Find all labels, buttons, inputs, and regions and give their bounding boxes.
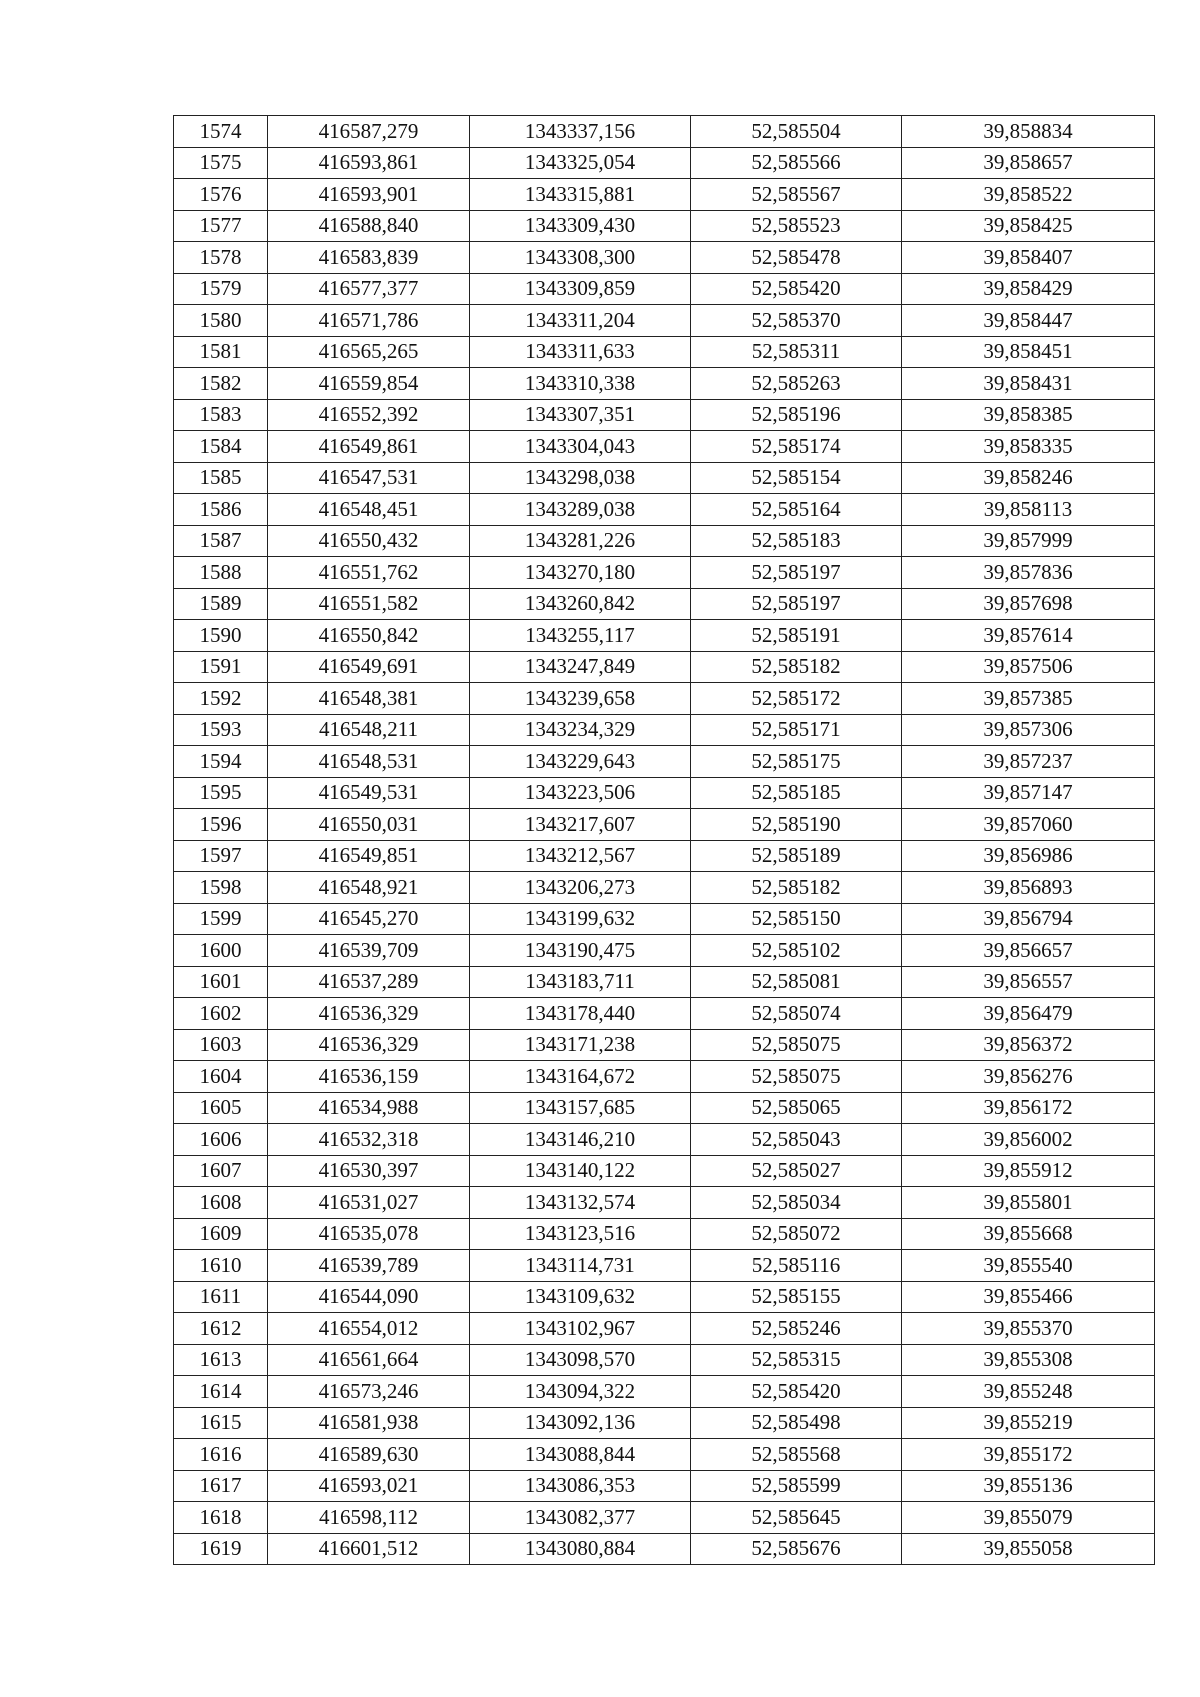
table-row — [174, 746, 1155, 778]
latitude-cell: 52,585645 — [691, 1502, 902, 1534]
x-coordinate-cell: 416539,709 — [268, 935, 470, 967]
x-coordinate-cell: 416565,265 — [268, 336, 470, 368]
x-coordinate-cell: 416536,329 — [268, 998, 470, 1030]
point-number-cell: 1619 — [174, 1533, 268, 1565]
latitude-cell: 52,585075 — [691, 1061, 902, 1093]
x-coordinate-cell: 416547,531 — [268, 462, 470, 494]
longitude-cell: 39,858522 — [902, 179, 1155, 211]
y-coordinate-cell: 1343311,204 — [470, 305, 691, 337]
y-coordinate-cell: 1343080,884 — [470, 1533, 691, 1565]
table-row — [174, 525, 1155, 557]
longitude-cell: 39,856372 — [902, 1029, 1155, 1061]
y-coordinate-cell: 1343217,607 — [470, 809, 691, 841]
table-row — [174, 1502, 1155, 1534]
latitude-cell: 52,585183 — [691, 525, 902, 557]
y-coordinate-cell: 1343199,632 — [470, 903, 691, 935]
point-number-cell: 1590 — [174, 620, 268, 652]
x-coordinate-cell: 416548,531 — [268, 746, 470, 778]
table-row — [174, 368, 1155, 400]
point-number-cell: 1598 — [174, 872, 268, 904]
table-row — [174, 1470, 1155, 1502]
latitude-cell: 52,585150 — [691, 903, 902, 935]
longitude-cell: 39,858385 — [902, 399, 1155, 431]
longitude-cell: 39,857836 — [902, 557, 1155, 589]
latitude-cell: 52,585523 — [691, 210, 902, 242]
point-number-cell: 1606 — [174, 1124, 268, 1156]
table-row — [174, 336, 1155, 368]
x-coordinate-cell: 416581,938 — [268, 1407, 470, 1439]
point-number-cell: 1591 — [174, 651, 268, 683]
point-number-cell: 1575 — [174, 147, 268, 179]
y-coordinate-cell: 1343307,351 — [470, 399, 691, 431]
y-coordinate-cell: 1343092,136 — [470, 1407, 691, 1439]
latitude-cell: 52,585171 — [691, 714, 902, 746]
longitude-cell: 39,855219 — [902, 1407, 1155, 1439]
point-number-cell: 1605 — [174, 1092, 268, 1124]
latitude-cell: 52,585034 — [691, 1187, 902, 1219]
x-coordinate-cell: 416583,839 — [268, 242, 470, 274]
x-coordinate-cell: 416548,921 — [268, 872, 470, 904]
y-coordinate-cell: 1343270,180 — [470, 557, 691, 589]
point-number-cell: 1612 — [174, 1313, 268, 1345]
longitude-cell: 39,858447 — [902, 305, 1155, 337]
table-row — [174, 1313, 1155, 1345]
point-number-cell: 1597 — [174, 840, 268, 872]
table-row — [174, 399, 1155, 431]
table-row — [174, 494, 1155, 526]
point-number-cell: 1611 — [174, 1281, 268, 1313]
table-row — [174, 998, 1155, 1030]
y-coordinate-cell: 1343255,117 — [470, 620, 691, 652]
table-row — [174, 1407, 1155, 1439]
x-coordinate-cell: 416548,211 — [268, 714, 470, 746]
point-number-cell: 1589 — [174, 588, 268, 620]
longitude-cell: 39,858431 — [902, 368, 1155, 400]
longitude-cell: 39,855172 — [902, 1439, 1155, 1471]
y-coordinate-cell: 1343146,210 — [470, 1124, 691, 1156]
latitude-cell: 52,585027 — [691, 1155, 902, 1187]
x-coordinate-cell: 416534,988 — [268, 1092, 470, 1124]
point-number-cell: 1582 — [174, 368, 268, 400]
x-coordinate-cell: 416545,270 — [268, 903, 470, 935]
point-number-cell: 1616 — [174, 1439, 268, 1471]
table-row — [174, 651, 1155, 683]
x-coordinate-cell: 416532,318 — [268, 1124, 470, 1156]
point-number-cell: 1587 — [174, 525, 268, 557]
point-number-cell: 1608 — [174, 1187, 268, 1219]
latitude-cell: 52,585116 — [691, 1250, 902, 1282]
x-coordinate-cell: 416554,012 — [268, 1313, 470, 1345]
point-number-cell: 1588 — [174, 557, 268, 589]
point-number-cell: 1609 — [174, 1218, 268, 1250]
table-row — [174, 809, 1155, 841]
y-coordinate-cell: 1343098,570 — [470, 1344, 691, 1376]
latitude-cell: 52,585197 — [691, 588, 902, 620]
x-coordinate-cell: 416548,451 — [268, 494, 470, 526]
y-coordinate-cell: 1343088,844 — [470, 1439, 691, 1471]
latitude-cell: 52,585191 — [691, 620, 902, 652]
longitude-cell: 39,855058 — [902, 1533, 1155, 1565]
longitude-cell: 39,856002 — [902, 1124, 1155, 1156]
x-coordinate-cell: 416593,861 — [268, 147, 470, 179]
point-number-cell: 1585 — [174, 462, 268, 494]
y-coordinate-cell: 1343082,377 — [470, 1502, 691, 1534]
longitude-cell: 39,858429 — [902, 273, 1155, 305]
longitude-cell: 39,857237 — [902, 746, 1155, 778]
table-row — [174, 840, 1155, 872]
table-row — [174, 431, 1155, 463]
point-number-cell: 1581 — [174, 336, 268, 368]
y-coordinate-cell: 1343309,430 — [470, 210, 691, 242]
latitude-cell: 52,585074 — [691, 998, 902, 1030]
x-coordinate-cell: 416589,630 — [268, 1439, 470, 1471]
table-row — [174, 1029, 1155, 1061]
table-row — [174, 1344, 1155, 1376]
point-number-cell: 1602 — [174, 998, 268, 1030]
x-coordinate-cell: 416536,329 — [268, 1029, 470, 1061]
x-coordinate-cell: 416539,789 — [268, 1250, 470, 1282]
latitude-cell: 52,585102 — [691, 935, 902, 967]
coordinates-table — [173, 115, 1155, 1565]
y-coordinate-cell: 1343325,054 — [470, 147, 691, 179]
x-coordinate-cell: 416588,840 — [268, 210, 470, 242]
longitude-cell: 39,858335 — [902, 431, 1155, 463]
x-coordinate-cell: 416531,027 — [268, 1187, 470, 1219]
longitude-cell: 39,857306 — [902, 714, 1155, 746]
longitude-cell: 39,855801 — [902, 1187, 1155, 1219]
point-number-cell: 1586 — [174, 494, 268, 526]
longitude-cell: 39,858246 — [902, 462, 1155, 494]
longitude-cell: 39,855308 — [902, 1344, 1155, 1376]
x-coordinate-cell: 416537,289 — [268, 966, 470, 998]
y-coordinate-cell: 1343157,685 — [470, 1092, 691, 1124]
x-coordinate-cell: 416544,090 — [268, 1281, 470, 1313]
coordinates-table-body — [174, 116, 1155, 1565]
longitude-cell: 39,855540 — [902, 1250, 1155, 1282]
y-coordinate-cell: 1343109,632 — [470, 1281, 691, 1313]
point-number-cell: 1584 — [174, 431, 268, 463]
table-row — [174, 1061, 1155, 1093]
table-row — [174, 1281, 1155, 1313]
latitude-cell: 52,585504 — [691, 116, 902, 148]
point-number-cell: 1580 — [174, 305, 268, 337]
y-coordinate-cell: 1343212,567 — [470, 840, 691, 872]
y-coordinate-cell: 1343309,859 — [470, 273, 691, 305]
longitude-cell: 39,857698 — [902, 588, 1155, 620]
longitude-cell: 39,855248 — [902, 1376, 1155, 1408]
longitude-cell: 39,858425 — [902, 210, 1155, 242]
y-coordinate-cell: 1343337,156 — [470, 116, 691, 148]
x-coordinate-cell: 416550,432 — [268, 525, 470, 557]
longitude-cell: 39,855466 — [902, 1281, 1155, 1313]
x-coordinate-cell: 416550,031 — [268, 809, 470, 841]
longitude-cell: 39,855668 — [902, 1218, 1155, 1250]
longitude-cell: 39,858451 — [902, 336, 1155, 368]
point-number-cell: 1594 — [174, 746, 268, 778]
latitude-cell: 52,585246 — [691, 1313, 902, 1345]
point-number-cell: 1615 — [174, 1407, 268, 1439]
longitude-cell: 39,855079 — [902, 1502, 1155, 1534]
table-row — [174, 147, 1155, 179]
table-row — [174, 714, 1155, 746]
point-number-cell: 1603 — [174, 1029, 268, 1061]
longitude-cell: 39,856893 — [902, 872, 1155, 904]
longitude-cell: 39,857147 — [902, 777, 1155, 809]
y-coordinate-cell: 1343239,658 — [470, 683, 691, 715]
table-row — [174, 1439, 1155, 1471]
x-coordinate-cell: 416601,512 — [268, 1533, 470, 1565]
latitude-cell: 52,585075 — [691, 1029, 902, 1061]
point-number-cell: 1607 — [174, 1155, 268, 1187]
y-coordinate-cell: 1343298,038 — [470, 462, 691, 494]
latitude-cell: 52,585676 — [691, 1533, 902, 1565]
table-row — [174, 588, 1155, 620]
longitude-cell: 39,856479 — [902, 998, 1155, 1030]
table-row — [174, 210, 1155, 242]
longitude-cell: 39,858407 — [902, 242, 1155, 274]
x-coordinate-cell: 416577,377 — [268, 273, 470, 305]
x-coordinate-cell: 416549,531 — [268, 777, 470, 809]
longitude-cell: 39,856276 — [902, 1061, 1155, 1093]
x-coordinate-cell: 416593,901 — [268, 179, 470, 211]
y-coordinate-cell: 1343311,633 — [470, 336, 691, 368]
latitude-cell: 52,585196 — [691, 399, 902, 431]
longitude-cell: 39,855912 — [902, 1155, 1155, 1187]
latitude-cell: 52,585182 — [691, 872, 902, 904]
longitude-cell: 39,858834 — [902, 116, 1155, 148]
y-coordinate-cell: 1343315,881 — [470, 179, 691, 211]
y-coordinate-cell: 1343102,967 — [470, 1313, 691, 1345]
longitude-cell: 39,857506 — [902, 651, 1155, 683]
table-row — [174, 683, 1155, 715]
table-row — [174, 557, 1155, 589]
latitude-cell: 52,585263 — [691, 368, 902, 400]
y-coordinate-cell: 1343190,475 — [470, 935, 691, 967]
latitude-cell: 52,585065 — [691, 1092, 902, 1124]
x-coordinate-cell: 416530,397 — [268, 1155, 470, 1187]
x-coordinate-cell: 416551,762 — [268, 557, 470, 589]
point-number-cell: 1614 — [174, 1376, 268, 1408]
longitude-cell: 39,857614 — [902, 620, 1155, 652]
x-coordinate-cell: 416552,392 — [268, 399, 470, 431]
table-row — [174, 1376, 1155, 1408]
longitude-cell: 39,855136 — [902, 1470, 1155, 1502]
y-coordinate-cell: 1343229,643 — [470, 746, 691, 778]
point-number-cell: 1613 — [174, 1344, 268, 1376]
point-number-cell: 1610 — [174, 1250, 268, 1282]
point-number-cell: 1599 — [174, 903, 268, 935]
point-number-cell: 1577 — [174, 210, 268, 242]
longitude-cell: 39,855370 — [902, 1313, 1155, 1345]
latitude-cell: 52,585311 — [691, 336, 902, 368]
latitude-cell: 52,585599 — [691, 1470, 902, 1502]
latitude-cell: 52,585043 — [691, 1124, 902, 1156]
y-coordinate-cell: 1343304,043 — [470, 431, 691, 463]
point-number-cell: 1593 — [174, 714, 268, 746]
y-coordinate-cell: 1343260,842 — [470, 588, 691, 620]
latitude-cell: 52,585175 — [691, 746, 902, 778]
y-coordinate-cell: 1343164,672 — [470, 1061, 691, 1093]
x-coordinate-cell: 416598,112 — [268, 1502, 470, 1534]
latitude-cell: 52,585189 — [691, 840, 902, 872]
latitude-cell: 52,585081 — [691, 966, 902, 998]
longitude-cell: 39,857999 — [902, 525, 1155, 557]
x-coordinate-cell: 416593,021 — [268, 1470, 470, 1502]
y-coordinate-cell: 1343171,238 — [470, 1029, 691, 1061]
y-coordinate-cell: 1343289,038 — [470, 494, 691, 526]
x-coordinate-cell: 416549,691 — [268, 651, 470, 683]
table-row — [174, 872, 1155, 904]
y-coordinate-cell: 1343094,322 — [470, 1376, 691, 1408]
x-coordinate-cell: 416561,664 — [268, 1344, 470, 1376]
y-coordinate-cell: 1343310,338 — [470, 368, 691, 400]
table-row — [174, 116, 1155, 148]
latitude-cell: 52,585478 — [691, 242, 902, 274]
point-number-cell: 1617 — [174, 1470, 268, 1502]
latitude-cell: 52,585498 — [691, 1407, 902, 1439]
y-coordinate-cell: 1343114,731 — [470, 1250, 691, 1282]
table-row — [174, 242, 1155, 274]
x-coordinate-cell: 416559,854 — [268, 368, 470, 400]
y-coordinate-cell: 1343247,849 — [470, 651, 691, 683]
x-coordinate-cell: 416587,279 — [268, 116, 470, 148]
point-number-cell: 1579 — [174, 273, 268, 305]
table-row — [174, 1187, 1155, 1219]
y-coordinate-cell: 1343132,574 — [470, 1187, 691, 1219]
table-row — [174, 1250, 1155, 1282]
longitude-cell: 39,856657 — [902, 935, 1155, 967]
y-coordinate-cell: 1343123,516 — [470, 1218, 691, 1250]
latitude-cell: 52,585072 — [691, 1218, 902, 1250]
longitude-cell: 39,857385 — [902, 683, 1155, 715]
table-row — [174, 903, 1155, 935]
point-number-cell: 1576 — [174, 179, 268, 211]
table-row — [174, 1092, 1155, 1124]
latitude-cell: 52,585568 — [691, 1439, 902, 1471]
table-row — [174, 1218, 1155, 1250]
table-row — [174, 935, 1155, 967]
point-number-cell: 1574 — [174, 116, 268, 148]
y-coordinate-cell: 1343223,506 — [470, 777, 691, 809]
latitude-cell: 52,585566 — [691, 147, 902, 179]
latitude-cell: 52,585370 — [691, 305, 902, 337]
table-row — [174, 1533, 1155, 1565]
y-coordinate-cell: 1343140,122 — [470, 1155, 691, 1187]
point-number-cell: 1583 — [174, 399, 268, 431]
latitude-cell: 52,585182 — [691, 651, 902, 683]
point-number-cell: 1592 — [174, 683, 268, 715]
y-coordinate-cell: 1343234,329 — [470, 714, 691, 746]
table-row — [174, 1155, 1155, 1187]
x-coordinate-cell: 416536,159 — [268, 1061, 470, 1093]
longitude-cell: 39,856794 — [902, 903, 1155, 935]
latitude-cell: 52,585154 — [691, 462, 902, 494]
y-coordinate-cell: 1343178,440 — [470, 998, 691, 1030]
longitude-cell: 39,856986 — [902, 840, 1155, 872]
y-coordinate-cell: 1343308,300 — [470, 242, 691, 274]
x-coordinate-cell: 416571,786 — [268, 305, 470, 337]
x-coordinate-cell: 416535,078 — [268, 1218, 470, 1250]
x-coordinate-cell: 416551,582 — [268, 588, 470, 620]
point-number-cell: 1578 — [174, 242, 268, 274]
point-number-cell: 1604 — [174, 1061, 268, 1093]
x-coordinate-cell: 416549,861 — [268, 431, 470, 463]
latitude-cell: 52,585567 — [691, 179, 902, 211]
point-number-cell: 1618 — [174, 1502, 268, 1534]
latitude-cell: 52,585185 — [691, 777, 902, 809]
x-coordinate-cell: 416548,381 — [268, 683, 470, 715]
longitude-cell: 39,856557 — [902, 966, 1155, 998]
latitude-cell: 52,585315 — [691, 1344, 902, 1376]
table-row — [174, 273, 1155, 305]
latitude-cell: 52,585164 — [691, 494, 902, 526]
y-coordinate-cell: 1343206,273 — [470, 872, 691, 904]
point-number-cell: 1601 — [174, 966, 268, 998]
table-row — [174, 462, 1155, 494]
latitude-cell: 52,585174 — [691, 431, 902, 463]
y-coordinate-cell: 1343086,353 — [470, 1470, 691, 1502]
latitude-cell: 52,585197 — [691, 557, 902, 589]
table-row — [174, 305, 1155, 337]
longitude-cell: 39,856172 — [902, 1092, 1155, 1124]
latitude-cell: 52,585190 — [691, 809, 902, 841]
y-coordinate-cell: 1343281,226 — [470, 525, 691, 557]
point-number-cell: 1600 — [174, 935, 268, 967]
table-row — [174, 777, 1155, 809]
table-row — [174, 620, 1155, 652]
point-number-cell: 1596 — [174, 809, 268, 841]
longitude-cell: 39,858657 — [902, 147, 1155, 179]
table-row — [174, 179, 1155, 211]
latitude-cell: 52,585172 — [691, 683, 902, 715]
latitude-cell: 52,585420 — [691, 273, 902, 305]
point-number-cell: 1595 — [174, 777, 268, 809]
y-coordinate-cell: 1343183,711 — [470, 966, 691, 998]
x-coordinate-cell: 416550,842 — [268, 620, 470, 652]
x-coordinate-cell: 416549,851 — [268, 840, 470, 872]
table-row — [174, 966, 1155, 998]
longitude-cell: 39,857060 — [902, 809, 1155, 841]
x-coordinate-cell: 416573,246 — [268, 1376, 470, 1408]
table-row — [174, 1124, 1155, 1156]
longitude-cell: 39,858113 — [902, 494, 1155, 526]
latitude-cell: 52,585155 — [691, 1281, 902, 1313]
latitude-cell: 52,585420 — [691, 1376, 902, 1408]
